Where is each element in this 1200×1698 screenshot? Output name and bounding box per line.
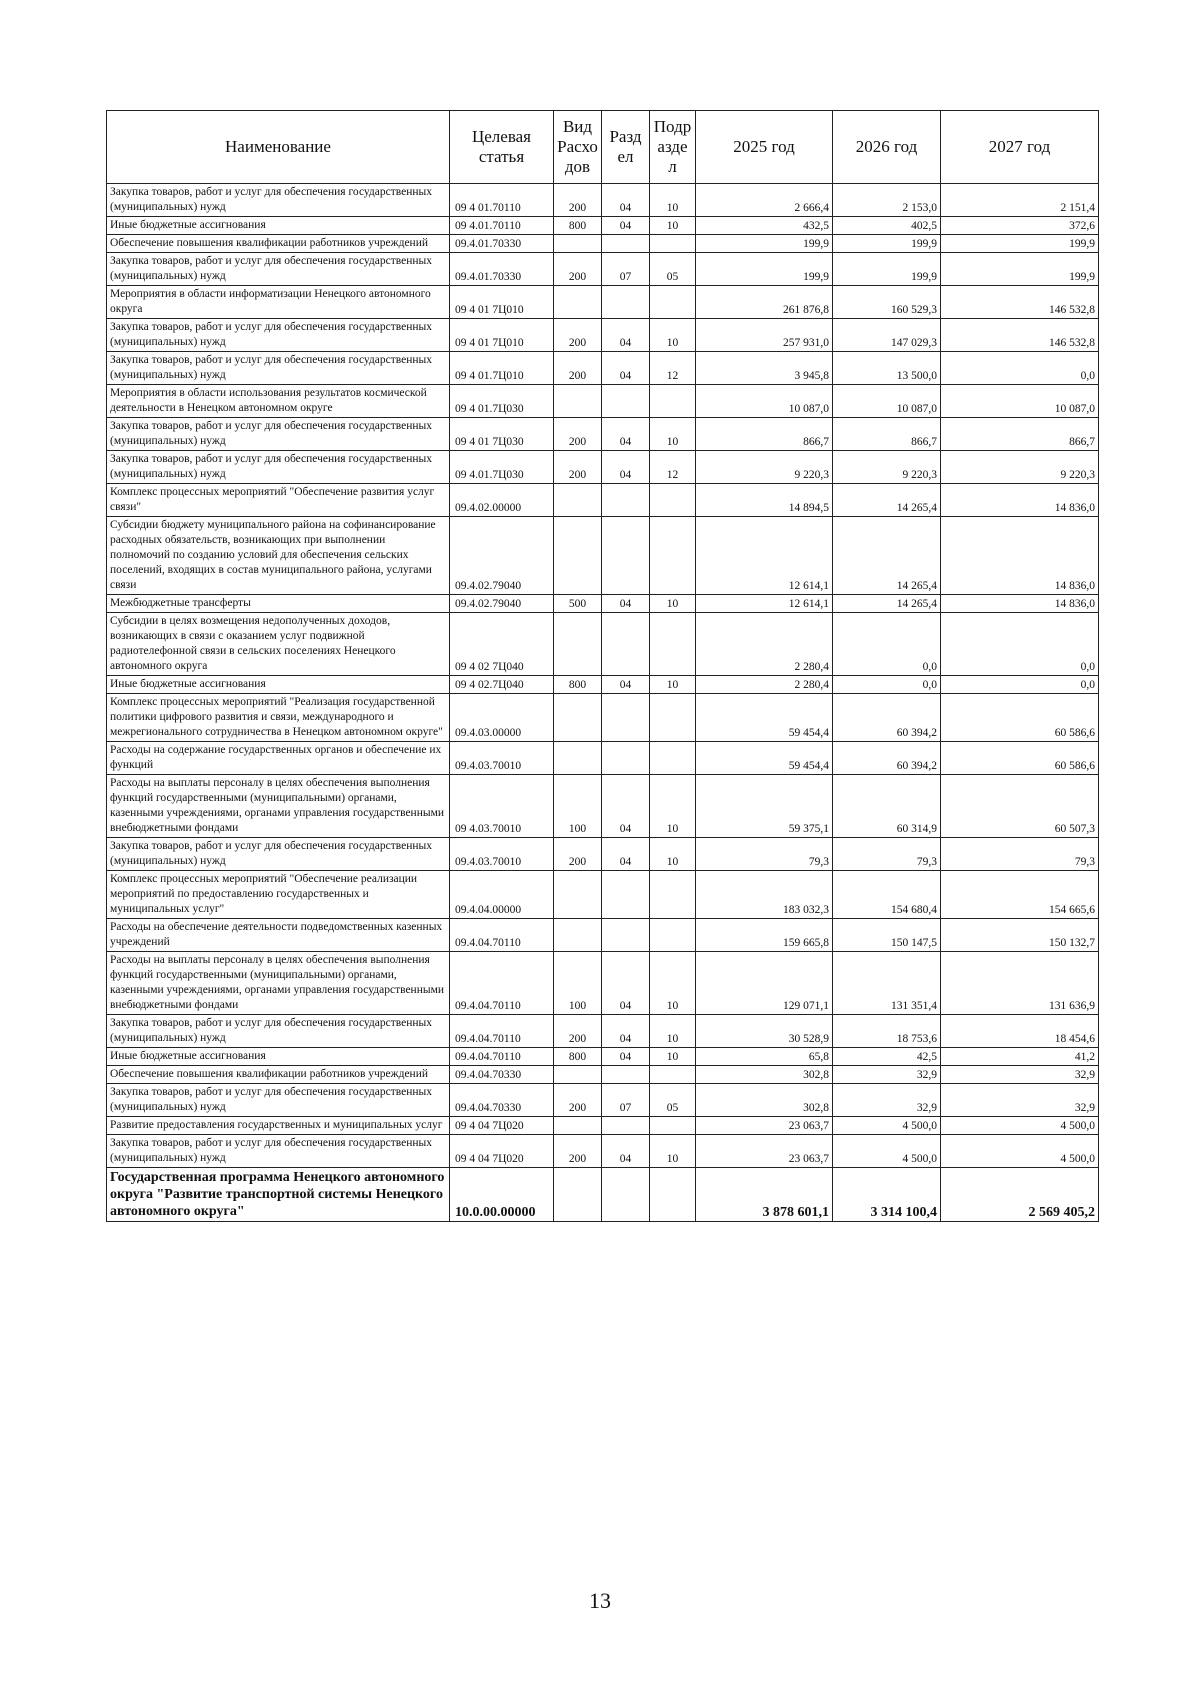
row-target-article: 09.4.02.00000 [450,484,554,517]
row-expense-type: 800 [554,1048,602,1066]
row-expense-type [554,235,602,253]
row-section: 04 [602,352,650,385]
row-amount-2026: 32,9 [833,1084,941,1117]
row-name: Развитие предоставления государственных и муниципальных услуг [107,1117,450,1135]
row-amount-2026: 402,5 [833,217,941,235]
row-expense-type [554,286,602,319]
row-amount-2027: 199,9 [941,235,1099,253]
row-subsection: 12 [650,451,696,484]
table-row [107,418,1099,451]
row-target-article: 09.4.03.70010 [450,742,554,775]
row-expense-type [554,919,602,952]
row-target-article: 09.4.03.00000 [450,694,554,742]
row-amount-2026: 79,3 [833,838,941,871]
row-section: 04 [602,952,650,1015]
header-target-article: Целевая статья [450,111,554,184]
row-expense-type [554,1168,602,1222]
row-amount-2025: 3 945,8 [696,352,833,385]
header-year-2025: 2025 год [696,111,833,184]
table-row [107,451,1099,484]
table-header-row [107,111,1099,184]
budget-table [106,110,1099,1222]
row-amount-2027: 154 665,6 [941,871,1099,919]
row-subsection: 05 [650,1084,696,1117]
row-expense-type [554,484,602,517]
row-subsection [650,517,696,595]
row-name: Закупка товаров, работ и услуг для обеспечения государственных (муниципальных) нужд [107,253,450,286]
row-amount-2025: 12 614,1 [696,517,833,595]
row-expense-type: 800 [554,676,602,694]
row-amount-2026: 18 753,6 [833,1015,941,1048]
table-row [107,253,1099,286]
table-row [107,1015,1099,1048]
row-amount-2026: 199,9 [833,253,941,286]
row-section [602,871,650,919]
row-name: Расходы на обеспечение деятельности подведомственных казенных учреждений [107,919,450,952]
row-expense-type: 100 [554,952,602,1015]
row-name: Обеспечение повышения квалификации работников учреждений [107,235,450,253]
row-target-article: 10.0.00.00000 [450,1168,554,1222]
row-amount-2025: 199,9 [696,253,833,286]
row-subsection: 10 [650,676,696,694]
row-subsection [650,1117,696,1135]
row-amount-2026: 866,7 [833,418,941,451]
row-amount-2027: 0,0 [941,676,1099,694]
row-target-article: 09 4.03.70010 [450,775,554,838]
row-amount-2027: 0,0 [941,613,1099,676]
table-row [107,517,1099,595]
row-target-article: 09 4 02.7Ц040 [450,676,554,694]
row-name: Расходы на содержание государственных органов и обеспечение их функций [107,742,450,775]
row-subsection: 10 [650,1135,696,1168]
table-row [107,1168,1099,1222]
row-subsection: 10 [650,217,696,235]
row-section [602,385,650,418]
row-amount-2026: 147 029,3 [833,319,941,352]
row-amount-2025: 2 280,4 [696,676,833,694]
row-target-article: 09.4.04.00000 [450,871,554,919]
table-row [107,694,1099,742]
row-name: Комплекс процессных мероприятий "Обеспечение реализации мероприятий по предоставлению государственных и муниципальных услуг" [107,871,450,919]
row-section [602,286,650,319]
row-amount-2026: 3 314 100,4 [833,1168,941,1222]
row-target-article: 09 4 04 7Ц020 [450,1117,554,1135]
row-expense-type [554,1066,602,1084]
row-amount-2027: 10 087,0 [941,385,1099,418]
row-target-article: 09.4.04.70110 [450,1015,554,1048]
row-amount-2027: 4 500,0 [941,1117,1099,1135]
row-amount-2026: 0,0 [833,676,941,694]
table-row [107,1135,1099,1168]
row-amount-2026: 154 680,4 [833,871,941,919]
row-target-article: 09 4.01.70110 [450,217,554,235]
row-subsection: 10 [650,595,696,613]
row-name: Мероприятия в области информатизации Ненецкого автономного округа [107,286,450,319]
row-name: Закупка товаров, работ и услуг для обеспечения государственных (муниципальных) нужд [107,838,450,871]
table-row [107,775,1099,838]
row-amount-2025: 432,5 [696,217,833,235]
table-row [107,871,1099,919]
row-amount-2027: 60 507,3 [941,775,1099,838]
row-amount-2026: 2 153,0 [833,184,941,217]
row-subsection [650,385,696,418]
row-target-article: 09 4 01.70110 [450,184,554,217]
row-expense-type: 200 [554,319,602,352]
row-name: Иные бюджетные ассигнования [107,217,450,235]
row-section: 07 [602,253,650,286]
header-year-2027: 2027 год [941,111,1099,184]
table-row [107,484,1099,517]
table-row [107,676,1099,694]
row-amount-2027: 2 569 405,2 [941,1168,1099,1222]
row-expense-type: 200 [554,184,602,217]
row-target-article: 09 4 01 7Ц030 [450,418,554,451]
row-target-article: 09.4.02.79040 [450,595,554,613]
row-amount-2027: 150 132,7 [941,919,1099,952]
header-year-2026: 2026 год [833,111,941,184]
header-name: Наименование [107,111,450,184]
row-target-article: 09.4.03.70010 [450,838,554,871]
row-subsection: 10 [650,319,696,352]
row-amount-2025: 59 375,1 [696,775,833,838]
row-amount-2027: 866,7 [941,418,1099,451]
row-expense-type: 200 [554,352,602,385]
row-subsection [650,742,696,775]
row-expense-type [554,871,602,919]
table-row [107,1117,1099,1135]
page-number: 13 [589,1588,611,1613]
row-amount-2026: 60 394,2 [833,694,941,742]
row-subsection: 12 [650,352,696,385]
row-subsection: 10 [650,952,696,1015]
table-row [107,235,1099,253]
row-amount-2027: 146 532,8 [941,286,1099,319]
table-row [107,319,1099,352]
row-amount-2025: 79,3 [696,838,833,871]
table-row [107,217,1099,235]
row-subsection: 10 [650,838,696,871]
row-amount-2026: 0,0 [833,613,941,676]
row-expense-type: 200 [554,253,602,286]
row-amount-2027: 199,9 [941,253,1099,286]
row-amount-2026: 60 394,2 [833,742,941,775]
row-section: 04 [602,775,650,838]
row-section [602,742,650,775]
row-name: Иные бюджетные ассигнования [107,1048,450,1066]
row-amount-2025: 59 454,4 [696,694,833,742]
row-expense-type: 200 [554,451,602,484]
row-amount-2025: 866,7 [696,418,833,451]
table-row [107,1084,1099,1117]
row-amount-2027: 41,2 [941,1048,1099,1066]
table-row [107,838,1099,871]
row-amount-2027: 14 836,0 [941,484,1099,517]
row-section [602,235,650,253]
row-amount-2025: 9 220,3 [696,451,833,484]
row-target-article: 09.4.04.70110 [450,1048,554,1066]
row-name: Комплекс процессных мероприятий "Обеспечение развития услуг связи" [107,484,450,517]
header-subsection: Подр азде л [650,111,696,184]
table-row [107,286,1099,319]
row-amount-2025: 261 876,8 [696,286,833,319]
row-subsection [650,694,696,742]
row-name: Комплекс процессных мероприятий "Реализация государственной политики цифрового развития и связи, международного и межрегионального сотрудничества в Ненецком автономном округе" [107,694,450,742]
row-amount-2025: 2 666,4 [696,184,833,217]
table-row [107,919,1099,952]
row-amount-2026: 150 147,5 [833,919,941,952]
row-section [602,484,650,517]
header-expense-type: Вид Расхо дов [554,111,602,184]
row-expense-type [554,517,602,595]
row-amount-2025: 59 454,4 [696,742,833,775]
row-amount-2026: 199,9 [833,235,941,253]
row-name: Закупка товаров, работ и услуг для обеспечения государственных (муниципальных) нужд [107,418,450,451]
row-amount-2025: 302,8 [696,1084,833,1117]
row-section: 04 [602,418,650,451]
row-target-article: 09.4.01.70330 [450,235,554,253]
row-amount-2025: 183 032,3 [696,871,833,919]
row-subsection [650,1168,696,1222]
row-amount-2027: 79,3 [941,838,1099,871]
row-section: 04 [602,451,650,484]
row-amount-2026: 42,5 [833,1048,941,1066]
table-row [107,742,1099,775]
header-section: Разд ел [602,111,650,184]
row-section: 04 [602,676,650,694]
row-target-article: 09 4 01 7Ц010 [450,286,554,319]
table-row [107,352,1099,385]
row-target-article: 09 4 01.7Ц010 [450,352,554,385]
row-name: Иные бюджетные ассигнования [107,676,450,694]
row-amount-2026: 10 087,0 [833,385,941,418]
row-amount-2027: 18 454,6 [941,1015,1099,1048]
row-subsection [650,484,696,517]
row-amount-2025: 23 063,7 [696,1135,833,1168]
row-target-article: 09 4.01.7Ц030 [450,451,554,484]
row-name: Обеспечение повышения квалификации работников учреждений [107,1066,450,1084]
table-row [107,952,1099,1015]
row-section [602,1168,650,1222]
row-amount-2027: 9 220,3 [941,451,1099,484]
budget-table-container [106,110,1098,1222]
row-expense-type: 200 [554,838,602,871]
row-name: Закупка товаров, работ и услуг для обеспечения государственных (муниципальных) нужд [107,1015,450,1048]
row-expense-type: 200 [554,1135,602,1168]
row-expense-type: 200 [554,418,602,451]
row-subsection [650,1066,696,1084]
row-amount-2025: 159 665,8 [696,919,833,952]
row-section [602,517,650,595]
row-subsection: 10 [650,184,696,217]
row-amount-2027: 60 586,6 [941,742,1099,775]
row-section [602,1117,650,1135]
row-subsection: 10 [650,1048,696,1066]
row-name: Закупка товаров, работ и услуг для обеспечения государственных (муниципальных) нужд [107,319,450,352]
row-amount-2027: 4 500,0 [941,1135,1099,1168]
row-name: Межбюджетные трансферты [107,595,450,613]
row-expense-type [554,694,602,742]
row-section: 04 [602,319,650,352]
row-name: Закупка товаров, работ и услуг для обеспечения государственных (муниципальных) нужд [107,1084,450,1117]
table-row [107,385,1099,418]
row-name: Субсидии бюджету муниципального района на софинансирование расходных обязательств, возникающих при выполнении полномочий по созданию условий для обеспечения сельских поселений, входящих в состав муниципального района, услугами связи [107,517,450,595]
row-expense-type [554,1117,602,1135]
row-amount-2025: 257 931,0 [696,319,833,352]
row-target-article: 09.4.02.79040 [450,517,554,595]
row-name: Расходы на выплаты персоналу в целях обеспечения выполнения функций государственными (муниципальными) органами, казенными учреждениями, органами управления государственными внебюджетными фондами [107,952,450,1015]
row-amount-2026: 13 500,0 [833,352,941,385]
row-target-article: 09 4 01.7Ц030 [450,385,554,418]
row-section: 04 [602,1015,650,1048]
row-section: 04 [602,1135,650,1168]
row-name: Закупка товаров, работ и услуг для обеспечения государственных (муниципальных) нужд [107,352,450,385]
row-name: Субсидии в целях возмещения недополученных доходов, возникающих в связи с оказанием услуг подвижной радиотелефонной связи в сельских поселениях Ненецкого автономного округа [107,613,450,676]
row-expense-type [554,613,602,676]
row-expense-type: 500 [554,595,602,613]
row-amount-2027: 2 151,4 [941,184,1099,217]
row-amount-2027: 32,9 [941,1084,1099,1117]
row-amount-2027: 32,9 [941,1066,1099,1084]
row-subsection [650,871,696,919]
row-subsection: 05 [650,253,696,286]
row-amount-2025: 129 071,1 [696,952,833,1015]
row-amount-2027: 146 532,8 [941,319,1099,352]
row-amount-2027: 131 636,9 [941,952,1099,1015]
row-amount-2026: 9 220,3 [833,451,941,484]
row-target-article: 09.4.01.70330 [450,253,554,286]
row-subsection [650,613,696,676]
row-section [602,919,650,952]
row-subsection: 10 [650,418,696,451]
row-subsection [650,235,696,253]
row-amount-2026: 4 500,0 [833,1135,941,1168]
table-body [107,184,1099,1222]
row-section: 04 [602,595,650,613]
row-section: 04 [602,838,650,871]
row-section: 04 [602,217,650,235]
row-target-article: 09 4 01 7Ц010 [450,319,554,352]
row-section [602,694,650,742]
row-expense-type: 100 [554,775,602,838]
row-amount-2026: 60 314,9 [833,775,941,838]
row-target-article: 09.4.04.70330 [450,1066,554,1084]
table-row [107,1048,1099,1066]
row-subsection [650,286,696,319]
row-amount-2025: 30 528,9 [696,1015,833,1048]
row-amount-2025: 3 878 601,1 [696,1168,833,1222]
table-row [107,1066,1099,1084]
row-subsection: 10 [650,775,696,838]
row-amount-2027: 60 586,6 [941,694,1099,742]
row-amount-2027: 14 836,0 [941,595,1099,613]
row-name: Закупка товаров, работ и услуг для обеспечения государственных (муниципальных) нужд [107,1135,450,1168]
row-amount-2026: 14 265,4 [833,595,941,613]
row-name: Закупка товаров, работ и услуг для обеспечения государственных (муниципальных) нужд [107,451,450,484]
row-amount-2026: 14 265,4 [833,484,941,517]
row-amount-2027: 14 836,0 [941,517,1099,595]
row-name: Расходы на выплаты персоналу в целях обеспечения выполнения функций государственными (муниципальными) органами, казенными учреждениями, органами управления государственными внебюджетными фондами [107,775,450,838]
row-amount-2026: 160 529,3 [833,286,941,319]
row-expense-type: 200 [554,1084,602,1117]
row-amount-2025: 12 614,1 [696,595,833,613]
row-target-article: 09.4.04.70110 [450,919,554,952]
table-row [107,184,1099,217]
row-amount-2027: 372,6 [941,217,1099,235]
row-expense-type [554,385,602,418]
row-amount-2026: 4 500,0 [833,1117,941,1135]
row-amount-2026: 131 351,4 [833,952,941,1015]
row-amount-2025: 14 894,5 [696,484,833,517]
row-amount-2025: 10 087,0 [696,385,833,418]
table-row [107,595,1099,613]
row-amount-2025: 2 280,4 [696,613,833,676]
row-target-article: 09 4 02 7Ц040 [450,613,554,676]
row-amount-2025: 199,9 [696,235,833,253]
row-amount-2025: 302,8 [696,1066,833,1084]
row-amount-2026: 14 265,4 [833,517,941,595]
row-name: Государственная программа Ненецкого автономного округа "Развитие транспортной системы Ненецкого автономного округа" [107,1168,450,1222]
row-section: 04 [602,184,650,217]
row-target-article: 09 4 04 7Ц020 [450,1135,554,1168]
row-name: Закупка товаров, работ и услуг для обеспечения государственных (муниципальных) нужд [107,184,450,217]
row-amount-2025: 23 063,7 [696,1117,833,1135]
row-section [602,613,650,676]
row-expense-type [554,742,602,775]
row-expense-type: 800 [554,217,602,235]
row-section [602,1066,650,1084]
row-subsection [650,919,696,952]
row-expense-type: 200 [554,1015,602,1048]
row-name: Мероприятия в области использования результатов космической деятельности в Ненецком автономном округе [107,385,450,418]
row-amount-2025: 65,8 [696,1048,833,1066]
row-section: 07 [602,1084,650,1117]
row-target-article: 09.4.04.70330 [450,1084,554,1117]
row-subsection: 10 [650,1015,696,1048]
row-target-article: 09.4.04.70110 [450,952,554,1015]
row-amount-2027: 0,0 [941,352,1099,385]
row-amount-2026: 32,9 [833,1066,941,1084]
row-section: 04 [602,1048,650,1066]
table-row [107,613,1099,676]
